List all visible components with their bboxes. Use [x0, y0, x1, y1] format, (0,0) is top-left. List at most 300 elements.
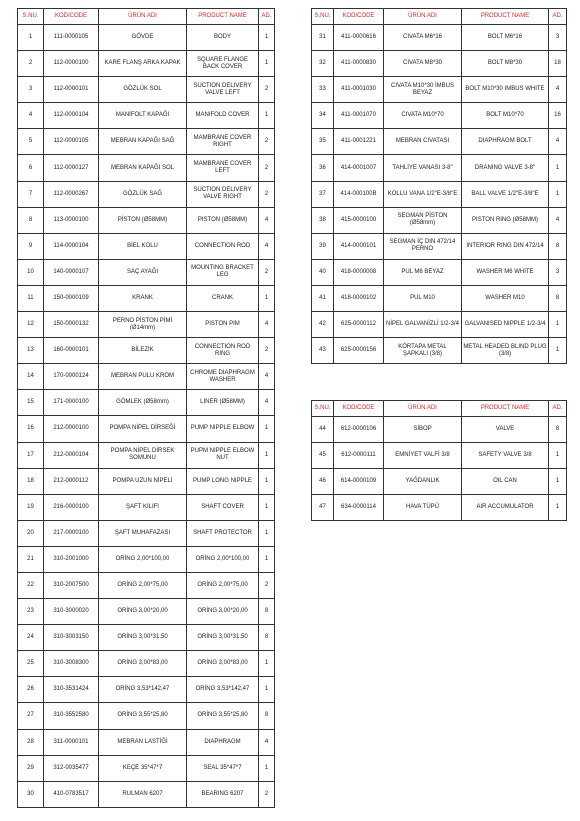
cell-urun-adi: ORİNG 3,55*25,80: [99, 703, 187, 729]
cell-code: 310-3531424: [44, 677, 99, 703]
cell-sno: 32: [312, 51, 334, 77]
cell-quantity: 1: [549, 469, 567, 495]
cell-urun-adi: CIVATA M8*30: [384, 51, 462, 77]
cell-code: 150-0000109: [44, 285, 99, 311]
table-row: [312, 495, 567, 521]
cell-code: 414-0000101: [334, 233, 384, 259]
table-row: [312, 338, 567, 364]
cell-quantity: 2: [259, 77, 275, 103]
cell-urun-adi: GÖZLÜK SAĞ: [99, 181, 187, 207]
table-row: [18, 520, 275, 546]
cell-urun-adi: CIVATA M10*30 İMBUS BEYAZ: [384, 77, 462, 103]
table-header-row: [312, 401, 567, 417]
cell-product-name: ORİNG 3,55*25,80: [187, 703, 259, 729]
header-product-name: PRODUCT NAME: [187, 9, 259, 25]
header-code: KOD/CODE: [334, 401, 384, 417]
cell-sno: 1: [18, 25, 44, 51]
table-row: [18, 155, 275, 181]
table-row: [18, 572, 275, 598]
cell-code: 212-0000112: [44, 468, 99, 494]
cell-product-name: GALVANISED NIPPLE 1/2-3/4: [462, 312, 549, 338]
cell-urun-adi: KÖRTAPA METAL ŞAPKALI (3/8): [384, 338, 462, 364]
cell-urun-adi: CIVATA M10*70: [384, 103, 462, 129]
cell-quantity: 2: [259, 181, 275, 207]
table-row: [18, 703, 275, 729]
cell-code: 140-0000107: [44, 259, 99, 285]
cell-code: 310-2007500: [44, 572, 99, 598]
table-row: [312, 443, 567, 469]
cell-sno: 14: [18, 364, 44, 390]
cell-urun-adi: EMNİYET VALFİ 3/8: [384, 443, 462, 469]
cell-sno: 4: [18, 103, 44, 129]
cell-sno: 20: [18, 520, 44, 546]
cell-product-name: BOLT M10*70: [462, 103, 549, 129]
table-row: [18, 755, 275, 781]
cell-code: 212-0000100: [44, 416, 99, 442]
cell-quantity: 4: [549, 129, 567, 155]
cell-product-name: VALVE: [462, 417, 549, 443]
cell-sno: 16: [18, 416, 44, 442]
cell-code: 112-0000100: [44, 51, 99, 77]
cell-urun-adi: SEGMAN İÇ DIN 472/14 PERNO: [384, 233, 462, 259]
cell-sno: 41: [312, 285, 334, 311]
cell-urun-adi: MEBRAN KAPAĞI SOL: [99, 155, 187, 181]
cell-code: 418-0000102: [334, 285, 384, 311]
cell-sno: 45: [312, 443, 334, 469]
cell-quantity: 1: [549, 155, 567, 181]
cell-code: 614-0000109: [334, 469, 384, 495]
table-row: [18, 51, 275, 77]
cell-urun-adi: ORİNG 3,00*83,00: [99, 651, 187, 677]
parts-table-right-top: [311, 8, 567, 364]
header-code: KOD/CODE: [334, 9, 384, 25]
table-header-row: [312, 9, 567, 25]
cell-sno: 33: [312, 77, 334, 103]
table-row: [18, 494, 275, 520]
cell-quantity: 4: [259, 207, 275, 233]
header-quantity: AD.: [549, 9, 567, 25]
cell-quantity: 1: [259, 416, 275, 442]
cell-product-name: MAMBRANE COVER RIGHT: [187, 129, 259, 155]
cell-quantity: 1: [259, 546, 275, 572]
cell-product-name: PISTON RING (Ø58MM): [462, 207, 549, 233]
cell-sno: 34: [312, 103, 334, 129]
cell-code: 411-0001030: [334, 77, 384, 103]
header-product-name: PRODUCT NAME: [462, 9, 549, 25]
cell-product-name: MAMBRANE COVER LEFT: [187, 155, 259, 181]
cell-urun-adi: PUL M6 BEYAZ: [384, 259, 462, 285]
table-row: [312, 233, 567, 259]
cell-quantity: 2: [259, 259, 275, 285]
cell-urun-adi: GÖMLEK (Ø58mm): [99, 390, 187, 416]
table-row: [312, 417, 567, 443]
cell-sno: 19: [18, 494, 44, 520]
cell-sno: 10: [18, 259, 44, 285]
table-row: [312, 155, 567, 181]
cell-product-name: WASHER M6 WHITE: [462, 259, 549, 285]
cell-urun-adi: CIVATA M6*16: [384, 25, 462, 51]
cell-sno: 9: [18, 233, 44, 259]
table-row: [18, 285, 275, 311]
cell-urun-adi: KEÇE 35*47*7: [99, 755, 187, 781]
cell-sno: 40: [312, 259, 334, 285]
cell-product-name: DIAPHRAGM: [187, 729, 259, 755]
cell-product-name: ORİNG 3,00*83,00: [187, 651, 259, 677]
cell-product-name: BOLT M6*16: [462, 25, 549, 51]
cell-quantity: 2: [259, 781, 275, 807]
cell-sno: 47: [312, 495, 334, 521]
cell-sno: 8: [18, 207, 44, 233]
cell-quantity: 8: [549, 233, 567, 259]
cell-quantity: 1: [259, 651, 275, 677]
header-quantity: AD.: [259, 9, 275, 25]
cell-product-name: SEAL 35*47*7: [187, 755, 259, 781]
table-row: [312, 469, 567, 495]
cell-urun-adi: MEBRAN LASTİĞİ: [99, 729, 187, 755]
cell-quantity: 1: [259, 494, 275, 520]
cell-sno: 42: [312, 312, 334, 338]
table-row: [18, 259, 275, 285]
cell-sno: 43: [312, 338, 334, 364]
header-code: KOD/CODE: [44, 9, 99, 25]
cell-urun-adi: ŞAFT MUHAFAZASI: [99, 520, 187, 546]
cell-sno: 15: [18, 390, 44, 416]
cell-quantity: 1: [549, 338, 567, 364]
cell-product-name: ORİNG 3,00*20,00: [187, 599, 259, 625]
cell-product-name: BOLT M8*30: [462, 51, 549, 77]
cell-quantity: 3: [549, 25, 567, 51]
cell-product-name: CRANK: [187, 285, 259, 311]
cell-urun-adi: KOLLU VANA 1/2"E-3/8"E: [384, 181, 462, 207]
cell-code: 411-0001221: [334, 129, 384, 155]
cell-code: 112-0000127: [44, 155, 99, 181]
cell-sno: 31: [312, 25, 334, 51]
cell-sno: 21: [18, 546, 44, 572]
cell-code: 171-0000100: [44, 390, 99, 416]
header-sno: S.NU.: [18, 9, 44, 25]
cell-urun-adi: KARE FLANŞ ARKA KAPAK: [99, 51, 187, 77]
cell-sno: 7: [18, 181, 44, 207]
cell-code: 612-0000106: [334, 417, 384, 443]
cell-urun-adi: SEGMAN PİSTON (Ø58mm): [384, 207, 462, 233]
cell-sno: 12: [18, 312, 44, 338]
table-row: [18, 77, 275, 103]
cell-quantity: 8: [259, 599, 275, 625]
cell-code: 112-0000267: [44, 181, 99, 207]
cell-urun-adi: GÖZLÜK SOL: [99, 77, 187, 103]
cell-product-name: SHAFT COVER: [187, 494, 259, 520]
cell-quantity: 8: [259, 703, 275, 729]
cell-product-name: BODY: [187, 25, 259, 51]
cell-quantity: 1: [259, 51, 275, 77]
table-row: [18, 364, 275, 390]
cell-product-name: SHAFT PROTECTOR: [187, 520, 259, 546]
table-row: [18, 468, 275, 494]
cell-code: 112-0000101: [44, 77, 99, 103]
cell-product-name: PUMP LONG NIPPLE: [187, 468, 259, 494]
cell-urun-adi: POMPA UZUN NİPELİ: [99, 468, 187, 494]
header-urun-adi: ÜRÜN ADI: [384, 401, 462, 417]
cell-product-name: AIR ACCUMULATOR: [462, 495, 549, 521]
cell-code: 216-0000100: [44, 494, 99, 520]
cell-code: 217-0000100: [44, 520, 99, 546]
table-row: [312, 129, 567, 155]
cell-code: 310-3008300: [44, 651, 99, 677]
table-row: [18, 442, 275, 468]
cell-quantity: 1: [259, 25, 275, 51]
cell-urun-adi: PİSTON (Ø58MM): [99, 207, 187, 233]
cell-sno: 36: [312, 155, 334, 181]
cell-sno: 46: [312, 469, 334, 495]
cell-code: 170-0000124: [44, 364, 99, 390]
cell-sno: 13: [18, 338, 44, 364]
cell-product-name: DRANING VALVE 3-8": [462, 155, 549, 181]
cell-quantity: 1: [549, 443, 567, 469]
cell-urun-adi: SAÇ AYAĞI: [99, 259, 187, 285]
cell-quantity: 4: [259, 312, 275, 338]
header-sno: S.NU.: [312, 401, 334, 417]
cell-sno: 24: [18, 625, 44, 651]
cell-quantity: 2: [259, 155, 275, 181]
table-row: [312, 207, 567, 233]
cell-urun-adi: ORİNG 3,00*20,00: [99, 599, 187, 625]
cell-quantity: 4: [259, 729, 275, 755]
cell-quantity: 1: [549, 495, 567, 521]
cell-product-name: BALL VALVE 1/2"E-3/8"E: [462, 181, 549, 207]
cell-code: 311-0000101: [44, 729, 99, 755]
cell-product-name: ORİNG 2,00*100,00: [187, 546, 259, 572]
cell-product-name: ORİNG 3,53*142,47: [187, 677, 259, 703]
cell-quantity: 8: [259, 625, 275, 651]
cell-product-name: OIL CAN: [462, 469, 549, 495]
cell-code: 160-0000101: [44, 338, 99, 364]
cell-urun-adi: MEBRAN CIVATASI: [384, 129, 462, 155]
header-urun-adi: ÜRÜN ADI: [384, 9, 462, 25]
cell-urun-adi: SİBOP: [384, 417, 462, 443]
cell-quantity: 1: [259, 520, 275, 546]
cell-code: 411-0000616: [334, 25, 384, 51]
cell-urun-adi: ORİNG 3,00*31,50: [99, 625, 187, 651]
table-row: [18, 651, 275, 677]
cell-quantity: 1: [549, 312, 567, 338]
cell-quantity: 4: [259, 364, 275, 390]
cell-sno: 5: [18, 129, 44, 155]
cell-quantity: 4: [549, 77, 567, 103]
cell-urun-adi: BİEL KOLU: [99, 233, 187, 259]
cell-product-name: ORİNG 3,00*31,50: [187, 625, 259, 651]
cell-sno: 17: [18, 442, 44, 468]
table-header-row: [18, 9, 275, 25]
cell-quantity: 2: [259, 338, 275, 364]
cell-quantity: 4: [259, 390, 275, 416]
header-sno: S.NU.: [312, 9, 334, 25]
cell-product-name: PISTON (Ø58MM): [187, 207, 259, 233]
table-row: [18, 338, 275, 364]
cell-code: 414-000100B: [334, 181, 384, 207]
cell-quantity: 1: [259, 755, 275, 781]
cell-sno: 27: [18, 703, 44, 729]
table-row: [18, 416, 275, 442]
table-row: [312, 51, 567, 77]
cell-sno: 30: [18, 781, 44, 807]
cell-product-name: LINER (Ø58MM): [187, 390, 259, 416]
cell-quantity: 1: [259, 468, 275, 494]
cell-urun-adi: MEBRAN PULU KROM: [99, 364, 187, 390]
cell-urun-adi: MANİFOLT KAPAĞI: [99, 103, 187, 129]
cell-product-name: SAFETY VALVE 3/8: [462, 443, 549, 469]
cell-code: 114-0000104: [44, 233, 99, 259]
cell-urun-adi: BİLEZİK: [99, 338, 187, 364]
cell-sno: 6: [18, 155, 44, 181]
table-row: [18, 390, 275, 416]
cell-urun-adi: MEBRAN KAPAĞI SAĞ: [99, 129, 187, 155]
cell-code: 111-0000105: [44, 25, 99, 51]
cell-sno: 25: [18, 651, 44, 677]
cell-code: 310-3003150: [44, 625, 99, 651]
cell-urun-adi: ORİNG 3,53*142,47: [99, 677, 187, 703]
cell-sno: 23: [18, 599, 44, 625]
table-row: [18, 25, 275, 51]
cell-code: 612-0000111: [334, 443, 384, 469]
cell-quantity: 16: [549, 103, 567, 129]
cell-urun-adi: NİPEL GALVANİZLİ 1/2-3/4: [384, 312, 462, 338]
cell-sno: 39: [312, 233, 334, 259]
cell-code: 634-0000114: [334, 495, 384, 521]
table-row: [18, 233, 275, 259]
cell-quantity: 2: [259, 129, 275, 155]
table-row: [18, 677, 275, 703]
cell-quantity: 1: [259, 677, 275, 703]
cell-code: 415-0000100: [334, 207, 384, 233]
cell-code: 411-0001070: [334, 103, 384, 129]
table-row: [18, 129, 275, 155]
table-row: [18, 729, 275, 755]
cell-code: 150-0000132: [44, 312, 99, 338]
cell-product-name: CONNECTION ROD: [187, 233, 259, 259]
table-row: [312, 77, 567, 103]
cell-quantity: 1: [259, 285, 275, 311]
table-row: [312, 25, 567, 51]
cell-product-name: METAL HEADED BLIND PLUG (3/8): [462, 338, 549, 364]
cell-quantity: 3: [549, 259, 567, 285]
parts-table-right-bottom: [311, 400, 567, 521]
cell-code: 310-3552580: [44, 703, 99, 729]
cell-quantity: 1: [549, 181, 567, 207]
cell-product-name: PUMP NIPPLE ELBOW: [187, 416, 259, 442]
cell-quantity: 18: [549, 51, 567, 77]
cell-quantity: 4: [259, 233, 275, 259]
cell-urun-adi: ŞAFT KILIFI: [99, 494, 187, 520]
table-row: [18, 599, 275, 625]
table-row: [312, 259, 567, 285]
cell-code: 312-0035477: [44, 755, 99, 781]
table-row: [312, 181, 567, 207]
table-row: [312, 103, 567, 129]
table-row: [18, 312, 275, 338]
cell-product-name: SUCTION DELIVERY VALVE LEFT: [187, 77, 259, 103]
cell-product-name: BEARING 6207: [187, 781, 259, 807]
header-urun-adi: ÜRÜN ADI: [99, 9, 187, 25]
table-row: [312, 312, 567, 338]
cell-quantity: 1: [259, 442, 275, 468]
cell-product-name: CONNECTION ROD RING: [187, 338, 259, 364]
table-row: [18, 781, 275, 807]
cell-sno: 35: [312, 129, 334, 155]
cell-code: 112-0000105: [44, 129, 99, 155]
cell-sno: 3: [18, 77, 44, 103]
cell-code: 310-2001000: [44, 546, 99, 572]
cell-code: 418-0000008: [334, 259, 384, 285]
table-row: [18, 103, 275, 129]
cell-product-name: ORİNG 2,00*75,00: [187, 572, 259, 598]
cell-quantity: 2: [259, 572, 275, 598]
cell-code: 212-0000104: [44, 442, 99, 468]
cell-code: 625-0000156: [334, 338, 384, 364]
cell-sno: 28: [18, 729, 44, 755]
cell-product-name: SQUARE FLANGE BACK COVER: [187, 51, 259, 77]
cell-sno: 18: [18, 468, 44, 494]
cell-quantity: 8: [549, 285, 567, 311]
cell-sno: 26: [18, 677, 44, 703]
cell-urun-adi: PERNO PİSTON PİMİ (Ø14mm): [99, 312, 187, 338]
cell-sno: 29: [18, 755, 44, 781]
cell-urun-adi: KRANK: [99, 285, 187, 311]
cell-product-name: MOUNTING BRACKET LEG: [187, 259, 259, 285]
cell-product-name: WASHER M10: [462, 285, 549, 311]
cell-product-name: SUCTION DELIVERY VALVE RIGHT: [187, 181, 259, 207]
cell-code: 410-0783517: [44, 781, 99, 807]
cell-urun-adi: PUL M10: [384, 285, 462, 311]
table-row: [18, 546, 275, 572]
cell-urun-adi: YAĞDANLIK: [384, 469, 462, 495]
cell-code: 112-0000104: [44, 103, 99, 129]
cell-code: 310-3000020: [44, 599, 99, 625]
cell-product-name: BOLT M10*30 IMBUS WHITE: [462, 77, 549, 103]
cell-quantity: 4: [549, 207, 567, 233]
cell-quantity: 8: [549, 417, 567, 443]
cell-quantity: 1: [259, 103, 275, 129]
cell-urun-adi: GÖVDE: [99, 25, 187, 51]
cell-urun-adi: POMPA NİPEL DİRSEĞİ: [99, 416, 187, 442]
cell-product-name: DIAPHRAGM BOLT: [462, 129, 549, 155]
cell-code: 113-0000100: [44, 207, 99, 233]
cell-product-name: INTERIOR RING DIN 472/14: [462, 233, 549, 259]
cell-urun-adi: ORİNG 2,00*75,00: [99, 572, 187, 598]
parts-table-left: [17, 8, 275, 808]
cell-product-name: PISTON PIM: [187, 312, 259, 338]
cell-sno: 38: [312, 207, 334, 233]
cell-urun-adi: TAHLİYE VANASI 3-8": [384, 155, 462, 181]
cell-code: 411-0000830: [334, 51, 384, 77]
cell-code: 625-0000112: [334, 312, 384, 338]
cell-sno: 2: [18, 51, 44, 77]
cell-code: 414-0001007: [334, 155, 384, 181]
cell-sno: 11: [18, 285, 44, 311]
table-row: [18, 207, 275, 233]
cell-sno: 44: [312, 417, 334, 443]
header-product-name: PRODUCT NAME: [462, 401, 549, 417]
cell-product-name: PUPM NIPPLE ELBOW NUT: [187, 442, 259, 468]
cell-sno: 37: [312, 181, 334, 207]
cell-urun-adi: POMPA NİPEL DİRSEK SOMUNU: [99, 442, 187, 468]
table-row: [18, 625, 275, 651]
cell-product-name: CHROME DIAPHRAGM WASHER: [187, 364, 259, 390]
cell-urun-adi: ORİNG 2,00*100,00: [99, 546, 187, 572]
table-row: [312, 285, 567, 311]
header-quantity: AD.: [549, 401, 567, 417]
cell-urun-adi: HAVA TÜPÜ: [384, 495, 462, 521]
cell-product-name: MANIFOLD COVER: [187, 103, 259, 129]
